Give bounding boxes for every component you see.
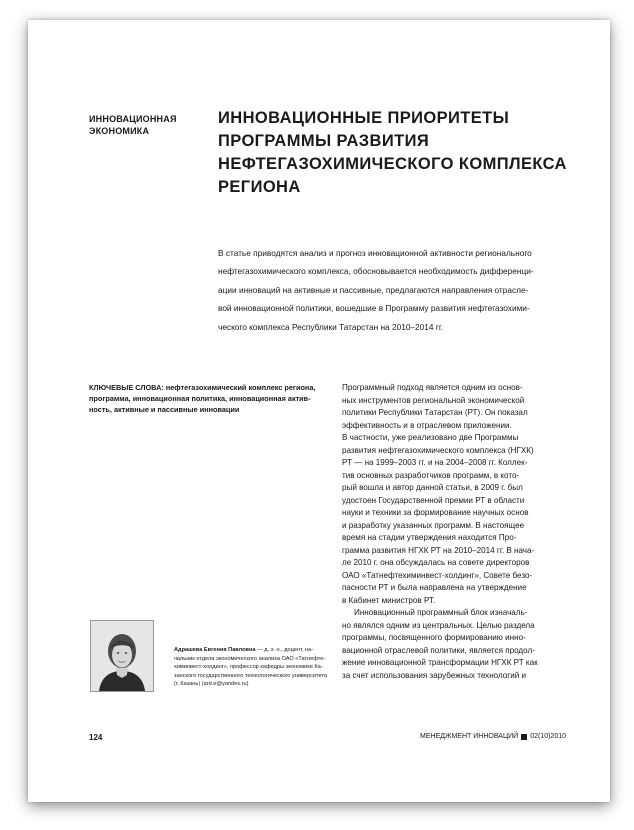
abstract-line: нефтегазохимического комплекса, обосновывается необходимость дифференци-: [218, 266, 534, 277]
body-line: В частности, уже реализовано две Программы: [342, 433, 519, 442]
author-line: химинвест-холдинг», профессор кафедры экономики Ка-: [174, 664, 323, 671]
body-line: ных инструментов региональной экономической: [342, 395, 525, 405]
journal-name: МЕНЕДЖМЕНТ ИННОВАЦИЙ: [420, 733, 519, 740]
author-credentials: — д. э. н., доцент, на-: [255, 647, 314, 653]
body-line: вационной отраслевой политики, является продол-: [342, 645, 535, 655]
body-line: жение инновационной трансформации НГХК РТ как: [342, 658, 538, 667]
abstract: [218, 244, 578, 336]
body-line: в Кабинет министров РТ.: [342, 595, 436, 605]
body-line: удостоен Государственной премии РТ в области: [342, 495, 525, 505]
abstract-line: ации инноваций на активные и пассивные, предлагаются направления отрасле-: [218, 284, 529, 295]
body-line: но являлся одним из центральных. Целью раздела: [342, 620, 535, 630]
body-line: грамма развития НГХК РТ на 2010–2014 гг. В нача-: [342, 545, 535, 555]
body-line: Программный подход является одним из основ-: [342, 383, 523, 392]
body-line: Инновационный программный блок изначаль-: [354, 608, 528, 617]
author-name: Адрашева Евгения Павловна: [174, 647, 256, 653]
rubric-line: ИННОВАЦИОННАЯ: [89, 114, 177, 124]
keywords: [89, 382, 329, 415]
rubric-line: ЭКОНОМИКА: [89, 126, 150, 136]
title-line: НЕФТЕГАЗОХИМИЧЕСКОГО КОМПЛЕКСА: [218, 155, 567, 173]
page-number: 124: [89, 733, 103, 742]
author-info: [174, 646, 334, 689]
author-line: занского государственного технологического университета: [174, 672, 328, 679]
rubric: [89, 113, 199, 137]
body-line: ОАО «Татнефтехиминвест-холдинг», Совете безо-: [342, 570, 533, 580]
body-line: время на стадии утверждения находится Про-: [342, 533, 517, 542]
title-line: ПРОГРАММЫ РАЗВИТИЯ: [218, 132, 430, 150]
title-line: РЕГИОНА: [218, 178, 301, 196]
author-photo: [90, 620, 154, 692]
body-line: науки и техники за формирование научных основ: [342, 508, 529, 517]
journal-footer: [420, 733, 566, 740]
keywords-line: КЛЮЧЕВЫЕ СЛОВА: нефтегазохимический комплекс региона,: [89, 383, 316, 392]
body-line: ле 2010 г. она обсуждалась на совете директоров: [342, 558, 530, 567]
body-line: развития нефтегазохимического комплекса (НГХК): [342, 445, 534, 455]
square-bullet-icon: [521, 734, 527, 740]
article-title: [218, 107, 588, 199]
author-portrait-icon: [91, 621, 153, 691]
abstract-line: вой инновационной политики, вошедшие в Программу развития нефтегазохими-: [218, 303, 530, 314]
abstract-line: ческого комплекса Республики Татарстан на 2010–2014 гг.: [218, 321, 444, 332]
body-text: [342, 382, 574, 682]
body-line: тив основных разработчиков программ, в кото-: [342, 470, 520, 480]
abstract-line: В статье приводятся анализ и прогноз инновационной активности регионального: [218, 248, 532, 258]
title-line: ИННОВАЦИОННЫЕ ПРИОРИТЕТЫ: [218, 109, 510, 127]
keywords-line: программа, инновационная политика, инновационная актив-: [89, 394, 311, 403]
body-line: эффективность и в отраслевом приложении.: [342, 420, 512, 430]
body-line: рый вошла и автор данной статьи, в 2009 г. был: [342, 483, 523, 492]
body-line: пасности РТ и была направлена на утверждение: [342, 583, 527, 592]
author-line: чальник отдела экономического анализа ОАО «Татнефте-: [174, 655, 326, 662]
body-line: за счет использования зарубежных технологий и: [342, 670, 527, 680]
journal-issue: 02(10)2010: [530, 733, 566, 740]
body-line: политики Республики Татарстан (РТ). Он показал: [342, 408, 528, 417]
body-line: и разработку указанных программ. В настоящее: [342, 520, 525, 530]
journal-page: [28, 20, 610, 802]
body-line: программы, посвященного формированию инно-: [342, 633, 526, 642]
keywords-line: ность, активные и пассивные инновации: [89, 405, 240, 414]
author-line: [174, 646, 334, 655]
body-line: РТ — на 1999–2003 гг. и на 2004–2008 гг. Коллек-: [342, 458, 528, 467]
author-line: (г. Казань) (ard.e@yandex.ru): [174, 681, 249, 688]
